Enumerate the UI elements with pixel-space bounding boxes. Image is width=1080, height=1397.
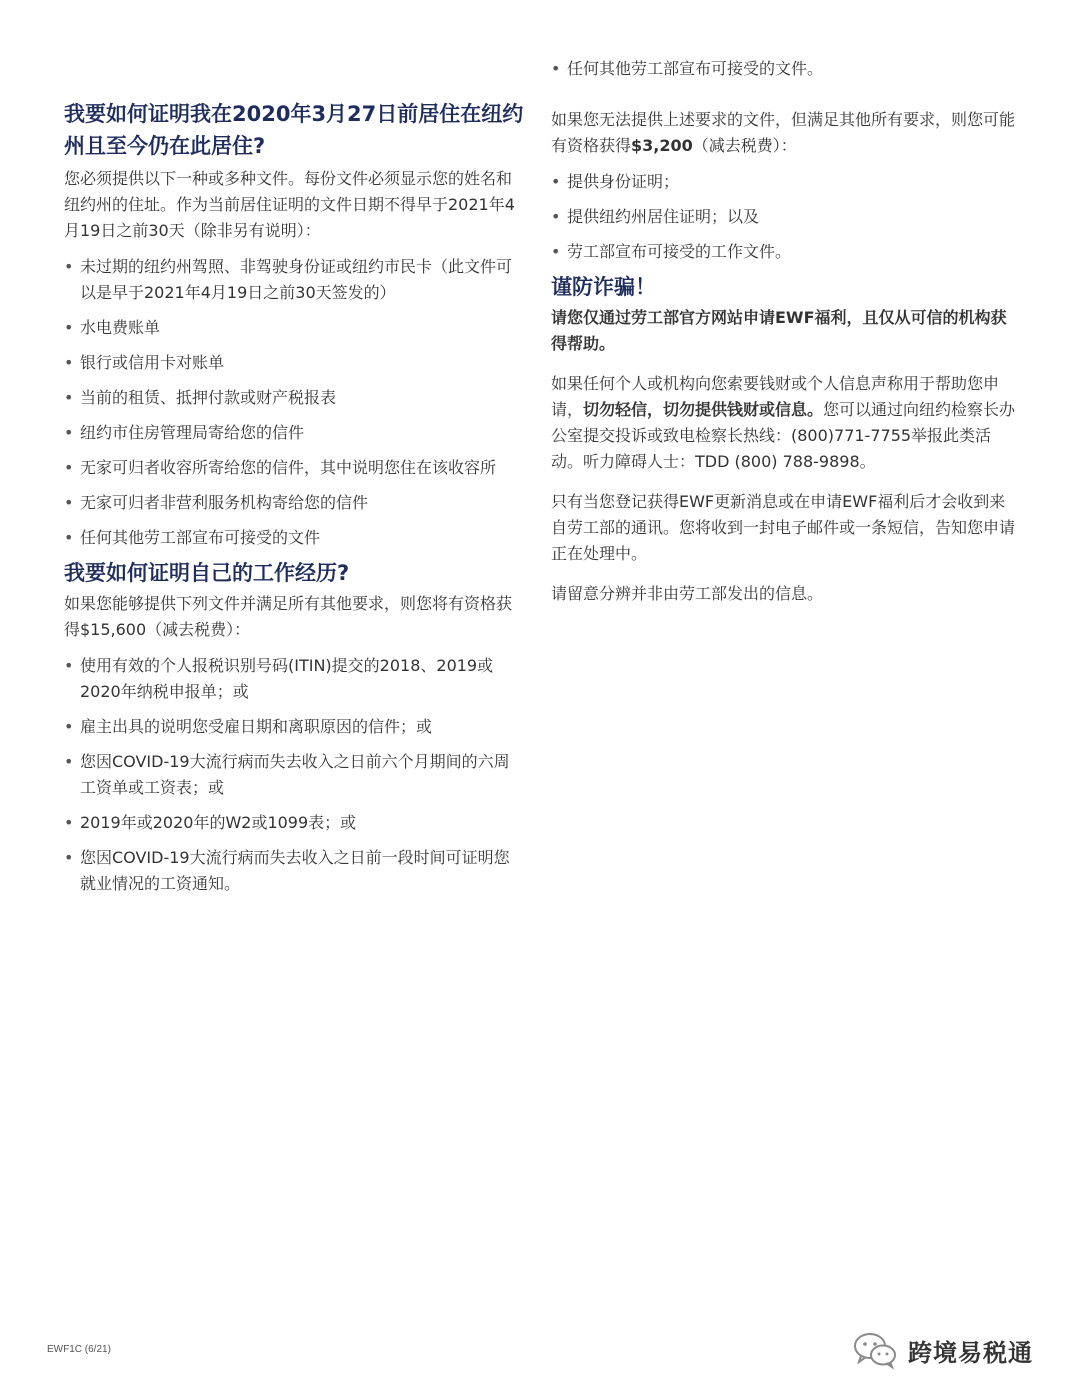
- list-item: • 2019年或2020年的W2或1099表；或: [64, 810, 524, 836]
- list-item: • 任何其他劳工部宣布可接受的文件。: [551, 56, 1021, 82]
- watermark: [852, 1330, 1033, 1370]
- residence-intro: 您必须提供以下一种或多种文件。每份文件必须显示您的姓名和纽约州的住址。作为当前居住证明的文件日期不得早于2021年4月19日之前30天（除非另有说明）：: [64, 169, 515, 240]
- work-history-heading: 我要如何证明自己的工作经历?: [64, 561, 350, 585]
- list-item: • 当前的租赁、抵押付款或财产税报表: [64, 385, 524, 411]
- work-doc-list: [64, 653, 524, 897]
- communication-paragraph: 只有当您登记获得EWF更新消息或在申请EWF福利后才会收到来自劳工部的通讯。您将收到一封电子邮件或一条短信，告知您申请正在处理中。: [551, 492, 1016, 563]
- list-item: • 雇主出具的说明您受雇日期和离职原因的信件；或: [64, 714, 524, 740]
- list-item: • 纽约市住房管理局寄给您的信件: [64, 420, 524, 446]
- list-item: • 提供纽约州居住证明；以及: [551, 204, 1021, 230]
- form-code: EWF1C (6/21): [47, 1344, 111, 1355]
- residence-doc-list: [64, 254, 524, 551]
- residence-heading: 我要如何证明我在2020年3月27日前居住在纽约州且至今仍在此居住?: [64, 102, 524, 158]
- list-item: • 未过期的纽约州驾照、非驾驶身份证或纽约市民卡（此文件可以是早于2021年4月19日之前30天签发的）: [64, 254, 524, 306]
- list-item: • 任何其他劳工部宣布可接受的文件: [64, 525, 524, 551]
- fraud-report-paragraph: 如果任何个人或机构向您索要钱财或个人信息声称用于帮助您申请，切勿轻信，切勿提供钱财或信息。您可以通过向纽约检察长办公室提交投诉或致电检察长热线：(800)771-7755举报此类活动。听力障碍人士：TDD (800) 788-9898。: [551, 374, 1016, 471]
- list-item: • 使用有效的个人报税识别号码(ITIN)提交的2018、2019或2020年纳税申报单；或: [64, 653, 524, 705]
- list-item: • 无家可归者收容所寄给您的信件，其中说明您住在该收容所: [64, 455, 524, 481]
- list-item: • 您因COVID-19大流行病而失去收入之日前六个月期间的六周工资单或工资表；或: [64, 749, 524, 801]
- list-item: • 银行或信用卡对账单: [64, 350, 524, 376]
- left-column: [64, 0, 524, 897]
- reduced-amount: $3,200: [631, 136, 693, 155]
- wechat-icon: [852, 1330, 898, 1370]
- alternative-eligibility-paragraph: 如果您无法提供上述要求的文件，但满足其他所有要求，则您可能有资格获得$3,200（减去税费）：: [551, 110, 1016, 155]
- watermark-text: 跨境易税通: [908, 1338, 1033, 1367]
- notice-paragraph: 请留意分辨并非由劳工部发出的信息。: [551, 584, 824, 603]
- fraud-warning-heading: 谨防诈骗！: [551, 275, 656, 299]
- fraud-warning-bold-text: 请您仅通过劳工部官方网站申请EWF福利，且仅从可信的机构获得帮助。: [551, 308, 1007, 353]
- alternative-requirements-list: [551, 169, 1021, 265]
- work-history-intro: 如果您能够提供下列文件并满足所有其他要求，则您将有资格获得$15,600（减去税费）：: [64, 594, 513, 639]
- list-item: • 无家可归者非营利服务机构寄给您的信件: [64, 490, 524, 516]
- continued-doc-list: [551, 56, 1021, 82]
- list-item: • 提供身份证明；: [551, 169, 1021, 195]
- list-item: • 您因COVID-19大流行病而失去收入之日前一段时间可证明您就业情况的工资通知。: [64, 845, 524, 897]
- right-column: [551, 0, 1021, 607]
- list-item: • 水电费账单: [64, 315, 524, 341]
- list-item: • 劳工部宣布可接受的工作文件。: [551, 239, 1021, 265]
